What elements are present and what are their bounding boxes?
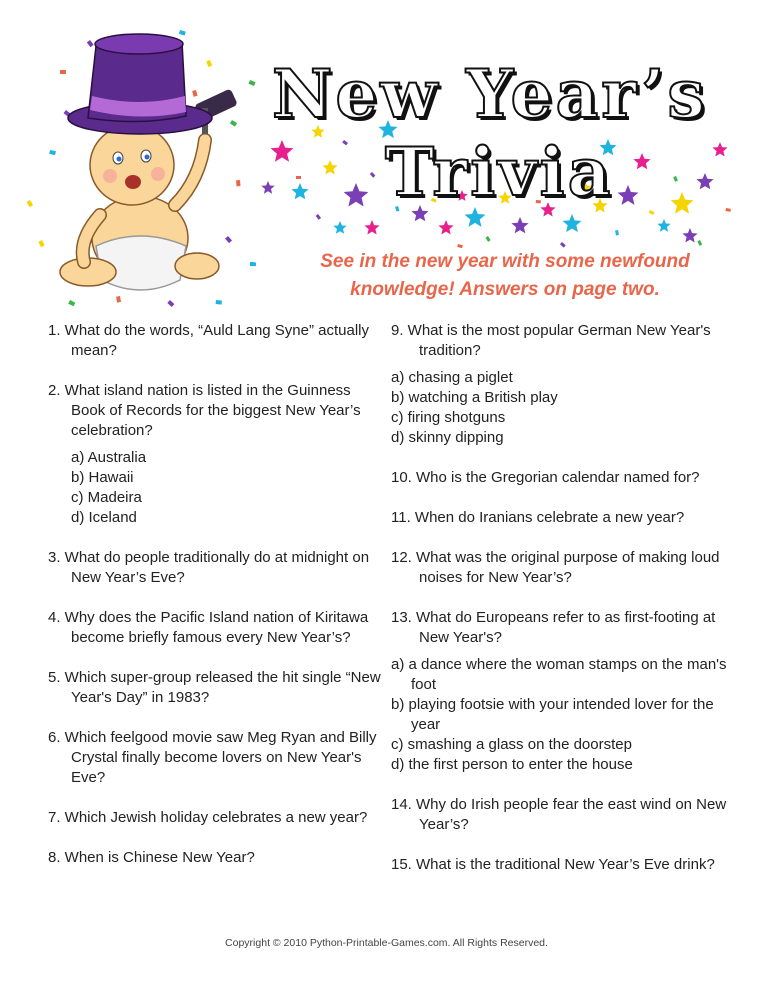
question-item	[48, 381, 388, 528]
answer-option: a) a dance where the woman stamps on the man's foot	[391, 656, 727, 693]
question-item	[391, 321, 736, 448]
answer-options	[391, 655, 736, 775]
question-text: 14. Why do Irish people fear the east wind on New Year’s?	[391, 796, 727, 833]
answer-option: b) watching a British play	[391, 389, 558, 406]
question-text: 15. What is the traditional New Year’s Eve drink?	[391, 856, 715, 873]
question-item	[48, 728, 388, 788]
question-text: 5. Which super-group released the hit single “New Year's Day” in 1983?	[48, 669, 381, 706]
answer-option: d) Iceland	[71, 509, 137, 526]
question-text: 2. What island nation is listed in the Guinness Book of Records for the biggest New Year’s celebration?	[48, 382, 361, 439]
question-text: 7. Which Jewish holiday celebrates a new year?	[48, 809, 368, 826]
page-subtitle: See in the new year with some newfound knowledge! Answers on page two.	[320, 251, 690, 300]
question-text: 13. What do Europeans refer to as first-footing at New Year's?	[391, 609, 716, 646]
answer-option: a) chasing a piglet	[391, 369, 513, 386]
answer-option: d) the first person to enter the house	[391, 756, 633, 773]
question-item	[391, 795, 736, 835]
question-text: 6. Which feelgood movie saw Meg Ryan and Billy Crystal finally become lovers on New Year's Eve?	[48, 729, 377, 786]
answer-option: c) Madeira	[71, 489, 142, 506]
question-item	[48, 808, 388, 828]
question-text: 4. Why does the Pacific Island nation of Kiritawa become briefly famous every New Year’s?	[48, 609, 369, 646]
answer-option: b) Hawaii	[71, 469, 134, 486]
question-item	[48, 548, 388, 588]
question-item	[391, 468, 736, 488]
question-item	[48, 668, 388, 708]
question-text: 12. What was the original purpose of making loud noises for New Year’s?	[391, 549, 720, 586]
question-column-right	[391, 321, 736, 895]
page-title: New Year’s	[272, 55, 708, 133]
question-text: 10. Who is the Gregorian calendar named for?	[391, 469, 700, 486]
question-item	[48, 848, 388, 868]
question-text: 9. What is the most popular German New Year's tradition?	[391, 322, 711, 359]
baby-new-year-icon	[27, 30, 256, 307]
question-item	[48, 608, 388, 648]
question-column-left	[48, 321, 388, 888]
question-item	[391, 508, 736, 528]
answer-option: b) playing footsie with your intended lover for the year	[391, 696, 714, 733]
answer-option: a) Australia	[71, 449, 147, 466]
page-title-trivia: Trivia	[385, 133, 614, 211]
answer-option: d) skinny dipping	[391, 429, 504, 446]
question-item	[391, 855, 736, 875]
answer-options	[391, 368, 736, 448]
copyright-footer: Copyright © 2010 Python-Printable-Games.com. All Rights Reserved.	[225, 937, 548, 949]
question-item	[391, 608, 736, 775]
answer-option: c) firing shotguns	[391, 409, 506, 426]
question-text: 11. When do Iranians celebrate a new year?	[391, 509, 685, 526]
question-text: 8. When is Chinese New Year?	[48, 849, 255, 866]
question-text: 3. What do people traditionally do at midnight on New Year’s Eve?	[48, 549, 370, 586]
answer-options	[71, 448, 388, 528]
question-item	[48, 321, 388, 361]
question-text: 1. What do the words, “Auld Lang Syne” actually mean?	[48, 322, 370, 359]
answer-option: c) smashing a glass on the doorstep	[391, 736, 632, 753]
question-item	[391, 548, 736, 588]
